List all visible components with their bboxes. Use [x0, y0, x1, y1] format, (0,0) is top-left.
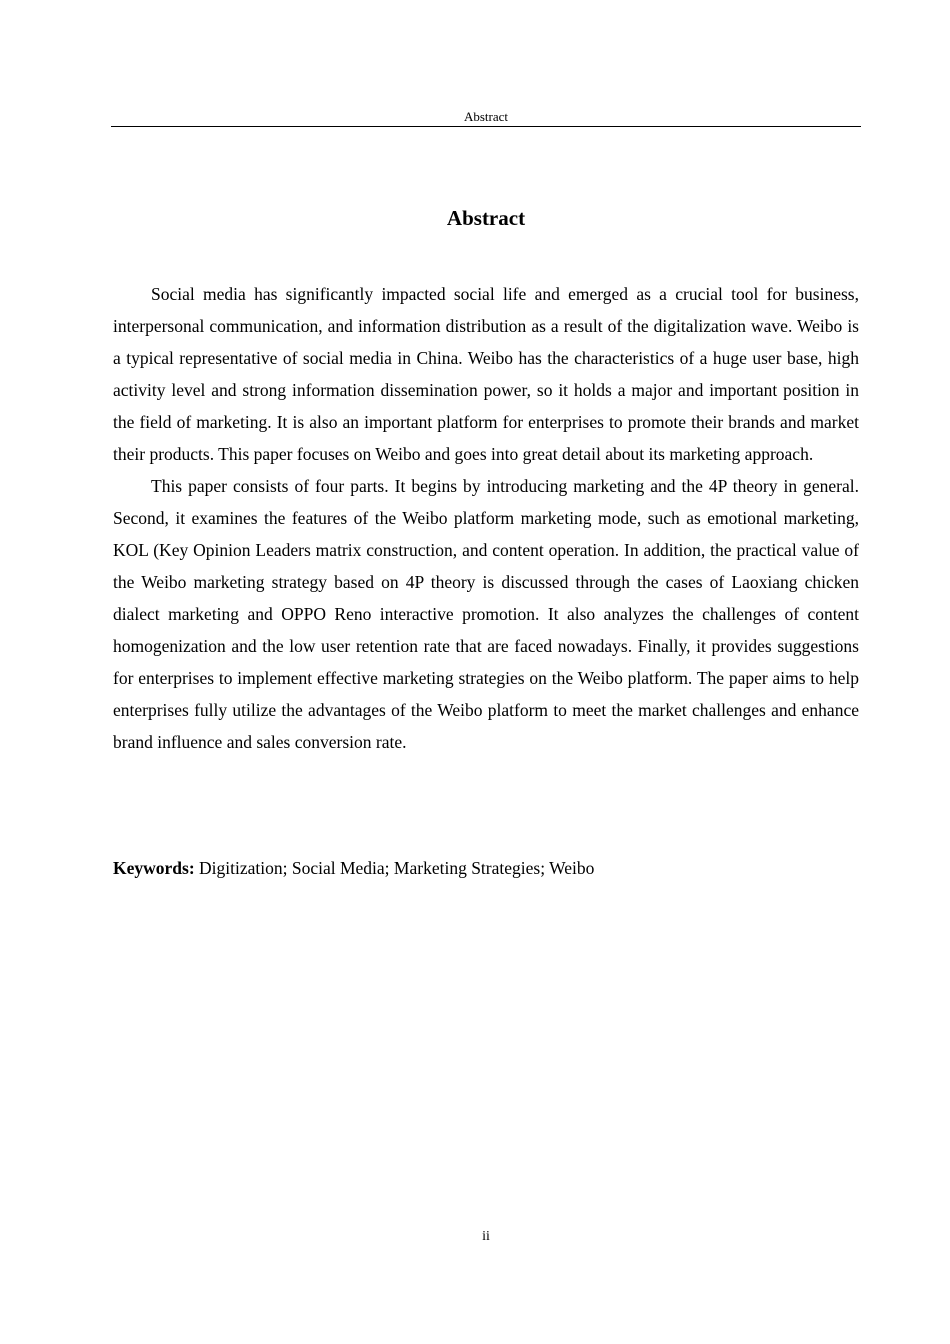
keywords-label: Keywords:: [113, 858, 195, 878]
running-header: Abstract: [111, 109, 861, 127]
abstract-body: [113, 278, 859, 758]
page-number: ii: [482, 1229, 490, 1244]
abstract-paragraph-1: Social media has significantly impacted social life and emerged as a crucial tool for business, interpersonal communication, and information distribution as a result of the digitalization wave. Weibo is a typical representative of social media in China. Weibo has the characteristics of a huge user base, high activity level and strong information dissemination power, so it holds a major and important position in the field of marketing. It is also an important platform for enterprises to promote their brands and market their products. This paper focuses on Weibo and goes into great detail about its marketing approach.: [113, 284, 859, 464]
abstract-paragraph-2: This paper consists of four parts. It begins by introducing marketing and the 4P theory in general. Second, it examines the features of the Weibo platform marketing mode, such as emotional marketing, KOL (Key Opinion Leaders matrix construction, and content operation. In addition, the practical value of the Weibo marketing strategy based on 4P theory is discussed through the cases of Laoxiang chicken dialect marketing and OPPO Reno interactive promotion. It also analyzes the challenges of content homogenization and the low user retention rate that are faced nowadays. Finally, it provides suggestions for enterprises to implement effective marketing strategies on the Weibo platform. The paper aims to help enterprises fully utilize the advantages of the Weibo platform to meet the market challenges and enhance brand influence and sales conversion rate.: [113, 476, 859, 752]
page-title: Abstract: [446, 206, 526, 230]
keywords-line: [113, 852, 859, 884]
keywords-value: Digitization; Social Media; Marketing Strategies; Weibo: [199, 858, 595, 878]
